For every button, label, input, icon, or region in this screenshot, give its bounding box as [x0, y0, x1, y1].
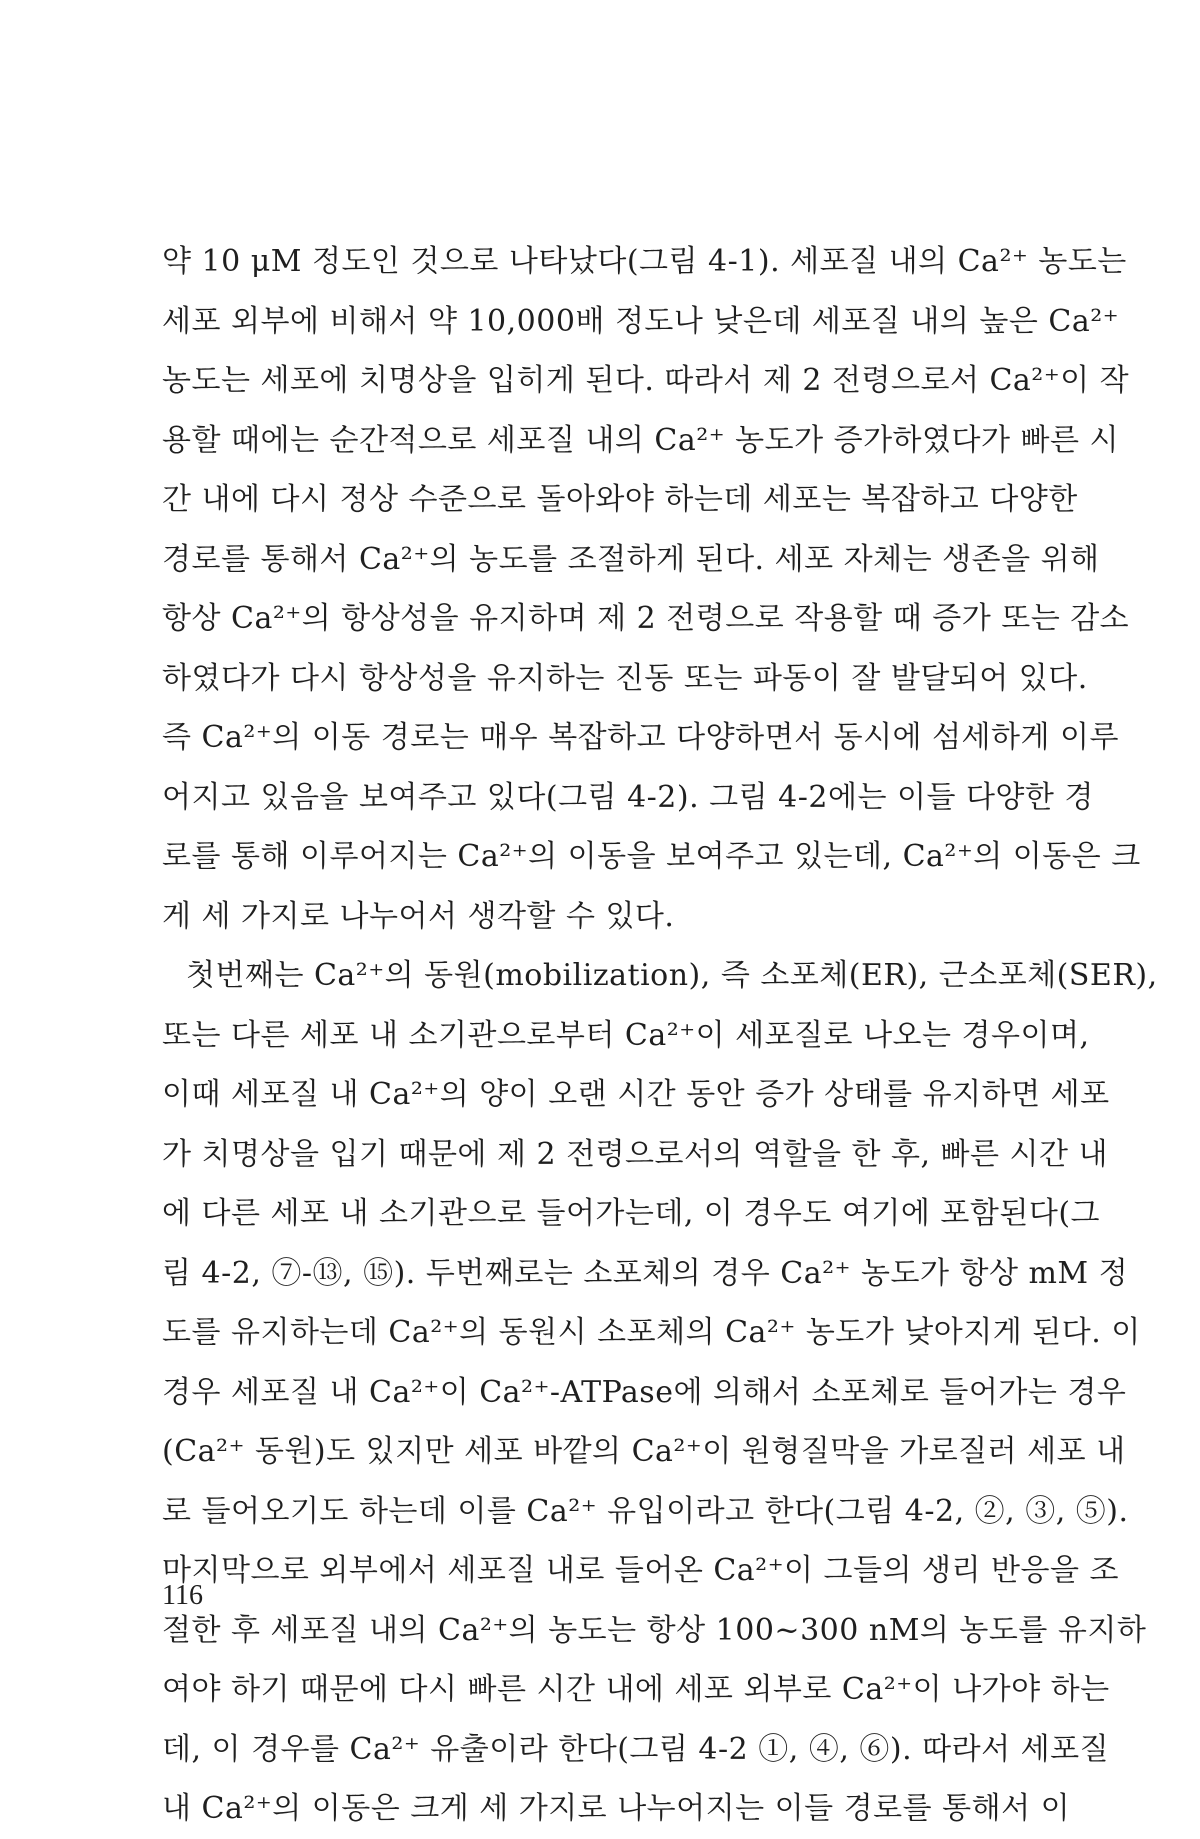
text-line: 마지막으로 외부에서 세포질 내로 들어온 Ca²⁺이 그들의 생리 반응을 조	[162, 1553, 1119, 1588]
text-line: 이때 세포질 내 Ca²⁺의 양이 오랜 시간 동안 증가 상태를 유지하면 세포	[162, 1077, 1110, 1112]
text-line: 농도는 세포에 치명상을 입히게 된다. 따라서 제 2 전령으로서 Ca²⁺이 작	[162, 363, 1130, 398]
text-line: 가 치명상을 입기 때문에 제 2 전령으로서의 역할을 한 후, 빠른 시간 내	[162, 1136, 1109, 1172]
text-line: 림 4-2, ⑦-⑬, ⑮). 두번째로는 소포체의 경우 Ca²⁺ 농도가 항상 mM 정	[162, 1255, 1129, 1291]
text-line: 즉 Ca²⁺의 이동 경로는 매우 복잡하고 다양하면서 동시에 섬세하게 이루	[162, 720, 1119, 755]
text-line: 경로를 통해서 Ca²⁺의 농도를 조절하게 된다. 세포 자체는 생존을 위해	[162, 541, 1100, 577]
text-line: 데, 이 경우를 Ca²⁺ 유출이라 한다(그림 4-2 ①, ④, ⑥). 따라서 세포질	[162, 1731, 1110, 1767]
text-line: 간 내에 다시 정상 수준으로 돌아와야 하는데 세포는 복잡하고 다양한	[162, 482, 1078, 517]
text-line: 내 Ca²⁺의 이동은 크게 세 가지로 나누어지는 이들 경로를 통해서 이	[162, 1791, 1071, 1826]
text-line: 세포 외부에 비해서 약 10,000배 정도나 낮은데 세포질 내의 높은 Ca²⁺	[162, 303, 1120, 339]
paragraph-start-line: 첫번째는 Ca²⁺의 동원(mobilization), 즉 소포체(ER), 근소포체(SER),	[186, 958, 1158, 993]
body-text	[162, 232, 1158, 1839]
text-line: 또는 다른 세포 내 소기관으로부터 Ca²⁺이 세포질로 나오는 경우이며,	[162, 1017, 1090, 1053]
text-line: (Ca²⁺ 동원)도 있지만 세포 바깥의 Ca²⁺이 원형질막을 가로질러 세포 내	[162, 1434, 1126, 1469]
text-line: 어지고 있음을 보여주고 있다(그림 4-2). 그림 4-2에는 이들 다양한 경	[162, 779, 1094, 815]
text-line: 에 다른 세포 내 소기관으로 들어가는데, 이 경우도 여기에 포함된다(그	[162, 1196, 1101, 1231]
text-line: 여야 하기 때문에 다시 빠른 시간 내에 세포 외부로 Ca²⁺이 나가야 하는	[162, 1672, 1110, 1707]
text-line: 도를 유지하는데 Ca²⁺의 동원시 소포체의 Ca²⁺ 농도가 낮아지게 된다. 이	[162, 1315, 1141, 1350]
text-line: 약 10 μM 정도인 것으로 나타났다(그림 4-1). 세포질 내의 Ca²⁺ 농도는	[162, 244, 1127, 279]
page-number: 116	[162, 1580, 203, 1611]
text-line: 하였다가 다시 항상성을 유지하는 진동 또는 파동이 잘 발달되어 있다.	[162, 660, 1088, 696]
text-line: 항상 Ca²⁺의 항상성을 유지하며 제 2 전령으로 작용할 때 증가 또는 감소	[162, 601, 1130, 636]
text-line: 절한 후 세포질 내의 Ca²⁺의 농도는 항상 100~300 nM의 농도를 유지하	[162, 1612, 1147, 1648]
text-line: 용할 때에는 순간적으로 세포질 내의 Ca²⁺ 농도가 증가하였다가 빠른 시	[162, 422, 1119, 458]
text-line: 경우 세포질 내 Ca²⁺이 Ca²⁺-ATPase에 의해서 소포체로 들어가는 경우	[162, 1374, 1127, 1410]
text-line: 로를 통해 이루어지는 Ca²⁺의 이동을 보여주고 있는데, Ca²⁺의 이동은 크	[162, 839, 1141, 874]
text-line: 로 들어오기도 하는데 이를 Ca²⁺ 유입이라고 한다(그림 4-2, ②, ③, ⑤).	[162, 1493, 1129, 1529]
text-line: 게 세 가지로 나누어서 생각할 수 있다.	[162, 898, 675, 934]
